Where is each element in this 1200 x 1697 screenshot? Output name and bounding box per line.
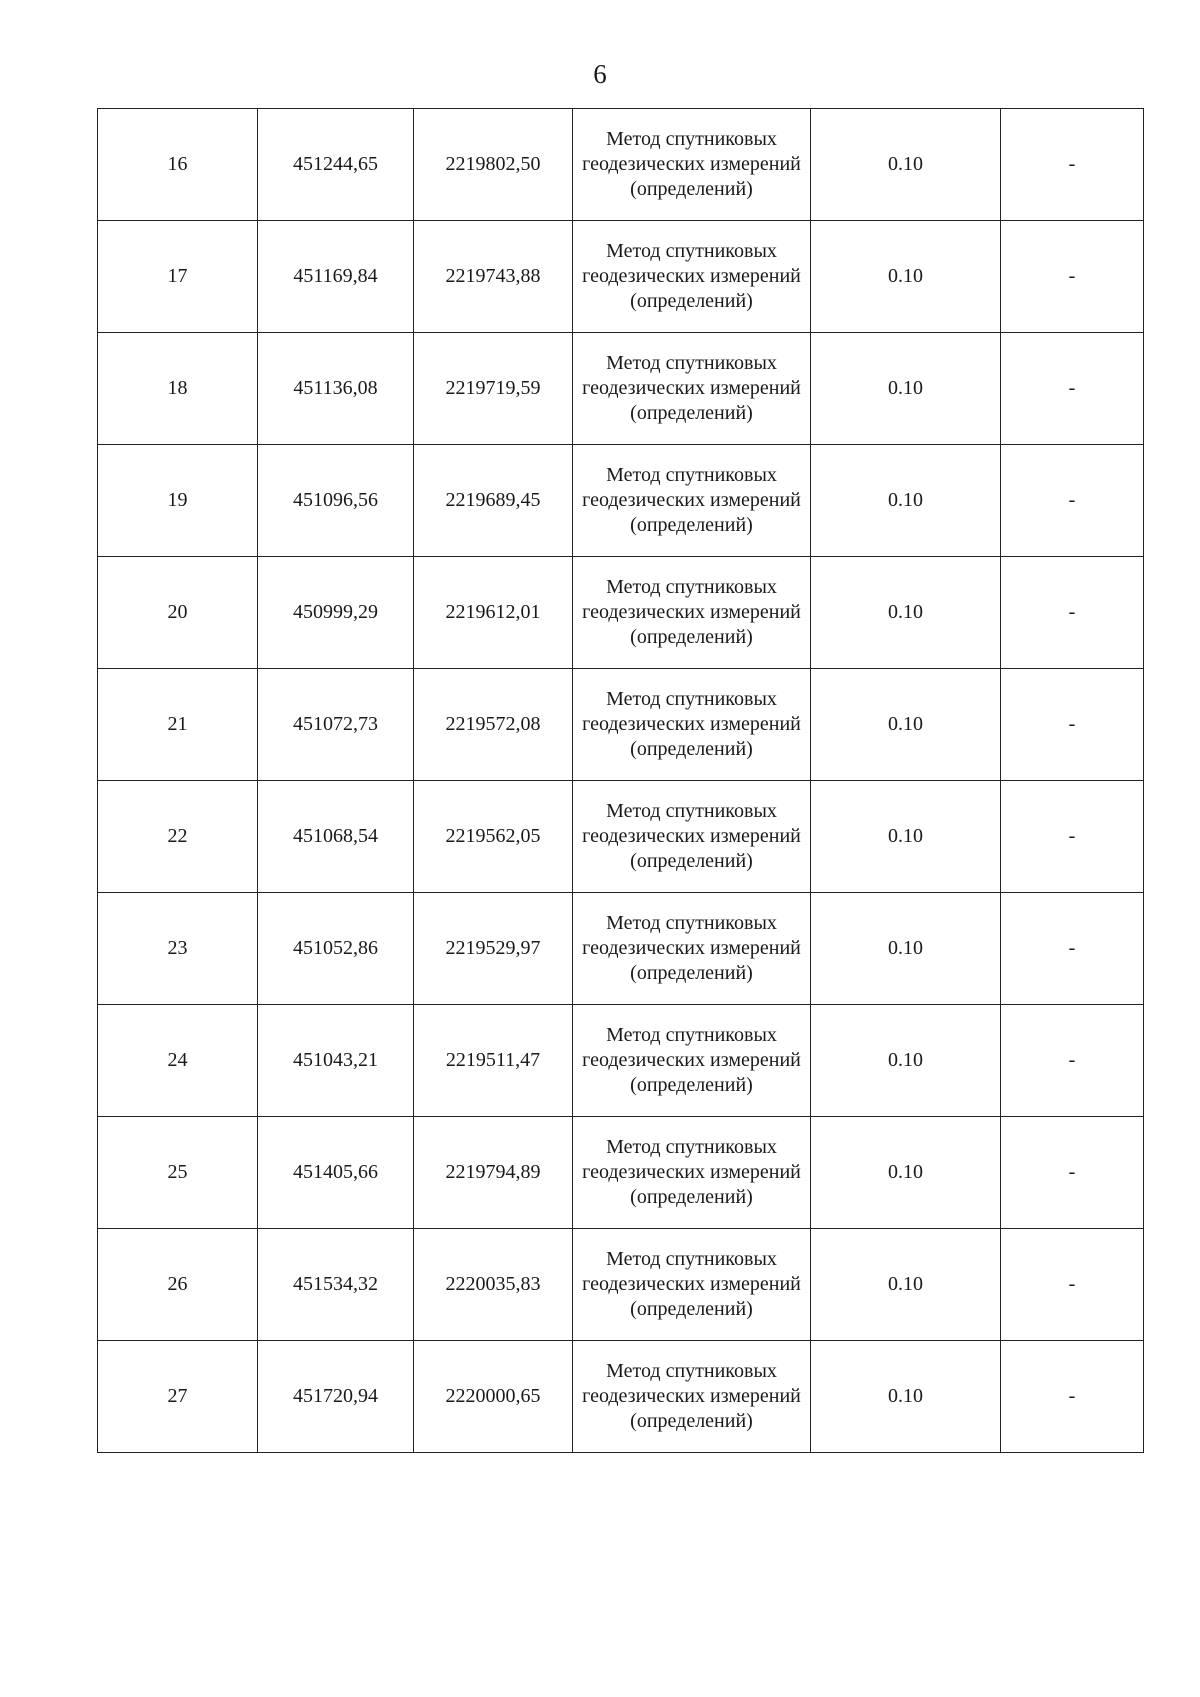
- y-coordinate-cell: 2219719,59: [414, 333, 573, 445]
- extra-cell: -: [1001, 669, 1144, 781]
- method-cell: Метод спутниковых геодезических измерений (определений): [573, 557, 811, 669]
- y-coordinate-cell: 2219529,97: [414, 893, 573, 1005]
- extra-cell: -: [1001, 221, 1144, 333]
- table-row: [98, 893, 1144, 1005]
- y-coordinate-cell: 2220000,65: [414, 1341, 573, 1453]
- point-number-cell: 20: [98, 557, 258, 669]
- table-row: [98, 109, 1144, 221]
- x-coordinate-cell: 450999,29: [258, 557, 414, 669]
- point-number-cell: 23: [98, 893, 258, 1005]
- y-coordinate-cell: 2219572,08: [414, 669, 573, 781]
- table-row: [98, 445, 1144, 557]
- table-row: [98, 1229, 1144, 1341]
- method-cell: Метод спутниковых геодезических измерений (определений): [573, 1005, 811, 1117]
- point-number-cell: 18: [98, 333, 258, 445]
- point-number-cell: 26: [98, 1229, 258, 1341]
- extra-cell: -: [1001, 1005, 1144, 1117]
- precision-cell: 0.10: [811, 781, 1001, 893]
- table-row: [98, 221, 1144, 333]
- point-number-cell: 27: [98, 1341, 258, 1453]
- y-coordinate-cell: 2219794,89: [414, 1117, 573, 1229]
- x-coordinate-cell: 451043,21: [258, 1005, 414, 1117]
- table-row: [98, 1117, 1144, 1229]
- x-coordinate-cell: 451534,32: [258, 1229, 414, 1341]
- x-coordinate-cell: 451720,94: [258, 1341, 414, 1453]
- table-row: [98, 781, 1144, 893]
- method-cell: Метод спутниковых геодезических измерений (определений): [573, 221, 811, 333]
- table-row: [98, 557, 1144, 669]
- method-cell: Метод спутниковых геодезических измерений (определений): [573, 1229, 811, 1341]
- x-coordinate-cell: 451136,08: [258, 333, 414, 445]
- y-coordinate-cell: 2219743,88: [414, 221, 573, 333]
- method-cell: Метод спутниковых геодезических измерений (определений): [573, 893, 811, 1005]
- method-cell: Метод спутниковых геодезических измерений (определений): [573, 669, 811, 781]
- extra-cell: -: [1001, 1229, 1144, 1341]
- method-cell: Метод спутниковых геодезических измерений (определений): [573, 109, 811, 221]
- x-coordinate-cell: 451096,56: [258, 445, 414, 557]
- y-coordinate-cell: 2220035,83: [414, 1229, 573, 1341]
- x-coordinate-cell: 451244,65: [258, 109, 414, 221]
- point-number-cell: 25: [98, 1117, 258, 1229]
- x-coordinate-cell: 451169,84: [258, 221, 414, 333]
- extra-cell: -: [1001, 1341, 1144, 1453]
- coordinates-table-body: [98, 109, 1144, 1453]
- x-coordinate-cell: 451072,73: [258, 669, 414, 781]
- precision-cell: 0.10: [811, 109, 1001, 221]
- precision-cell: 0.10: [811, 1341, 1001, 1453]
- precision-cell: 0.10: [811, 893, 1001, 1005]
- x-coordinate-cell: 451068,54: [258, 781, 414, 893]
- y-coordinate-cell: 2219689,45: [414, 445, 573, 557]
- extra-cell: -: [1001, 1117, 1144, 1229]
- precision-cell: 0.10: [811, 1117, 1001, 1229]
- precision-cell: 0.10: [811, 669, 1001, 781]
- method-cell: Метод спутниковых геодезических измерений (определений): [573, 1341, 811, 1453]
- point-number-cell: 21: [98, 669, 258, 781]
- point-number-cell: 17: [98, 221, 258, 333]
- y-coordinate-cell: 2219802,50: [414, 109, 573, 221]
- precision-cell: 0.10: [811, 221, 1001, 333]
- precision-cell: 0.10: [811, 557, 1001, 669]
- method-cell: Метод спутниковых геодезических измерений (определений): [573, 1117, 811, 1229]
- table-row: [98, 333, 1144, 445]
- page-number: 6: [593, 59, 607, 89]
- x-coordinate-cell: 451405,66: [258, 1117, 414, 1229]
- extra-cell: -: [1001, 109, 1144, 221]
- method-cell: Метод спутниковых геодезических измерений (определений): [573, 445, 811, 557]
- extra-cell: -: [1001, 781, 1144, 893]
- extra-cell: -: [1001, 557, 1144, 669]
- precision-cell: 0.10: [811, 1005, 1001, 1117]
- y-coordinate-cell: 2219612,01: [414, 557, 573, 669]
- table-row: [98, 1341, 1144, 1453]
- coordinates-table: [97, 108, 1144, 1453]
- extra-cell: -: [1001, 333, 1144, 445]
- y-coordinate-cell: 2219562,05: [414, 781, 573, 893]
- precision-cell: 0.10: [811, 445, 1001, 557]
- method-cell: Метод спутниковых геодезических измерений (определений): [573, 781, 811, 893]
- point-number-cell: 22: [98, 781, 258, 893]
- point-number-cell: 19: [98, 445, 258, 557]
- precision-cell: 0.10: [811, 333, 1001, 445]
- table-row: [98, 1005, 1144, 1117]
- point-number-cell: 24: [98, 1005, 258, 1117]
- x-coordinate-cell: 451052,86: [258, 893, 414, 1005]
- extra-cell: -: [1001, 893, 1144, 1005]
- precision-cell: 0.10: [811, 1229, 1001, 1341]
- extra-cell: -: [1001, 445, 1144, 557]
- table-row: [98, 669, 1144, 781]
- y-coordinate-cell: 2219511,47: [414, 1005, 573, 1117]
- method-cell: Метод спутниковых геодезических измерений (определений): [573, 333, 811, 445]
- point-number-cell: 16: [98, 109, 258, 221]
